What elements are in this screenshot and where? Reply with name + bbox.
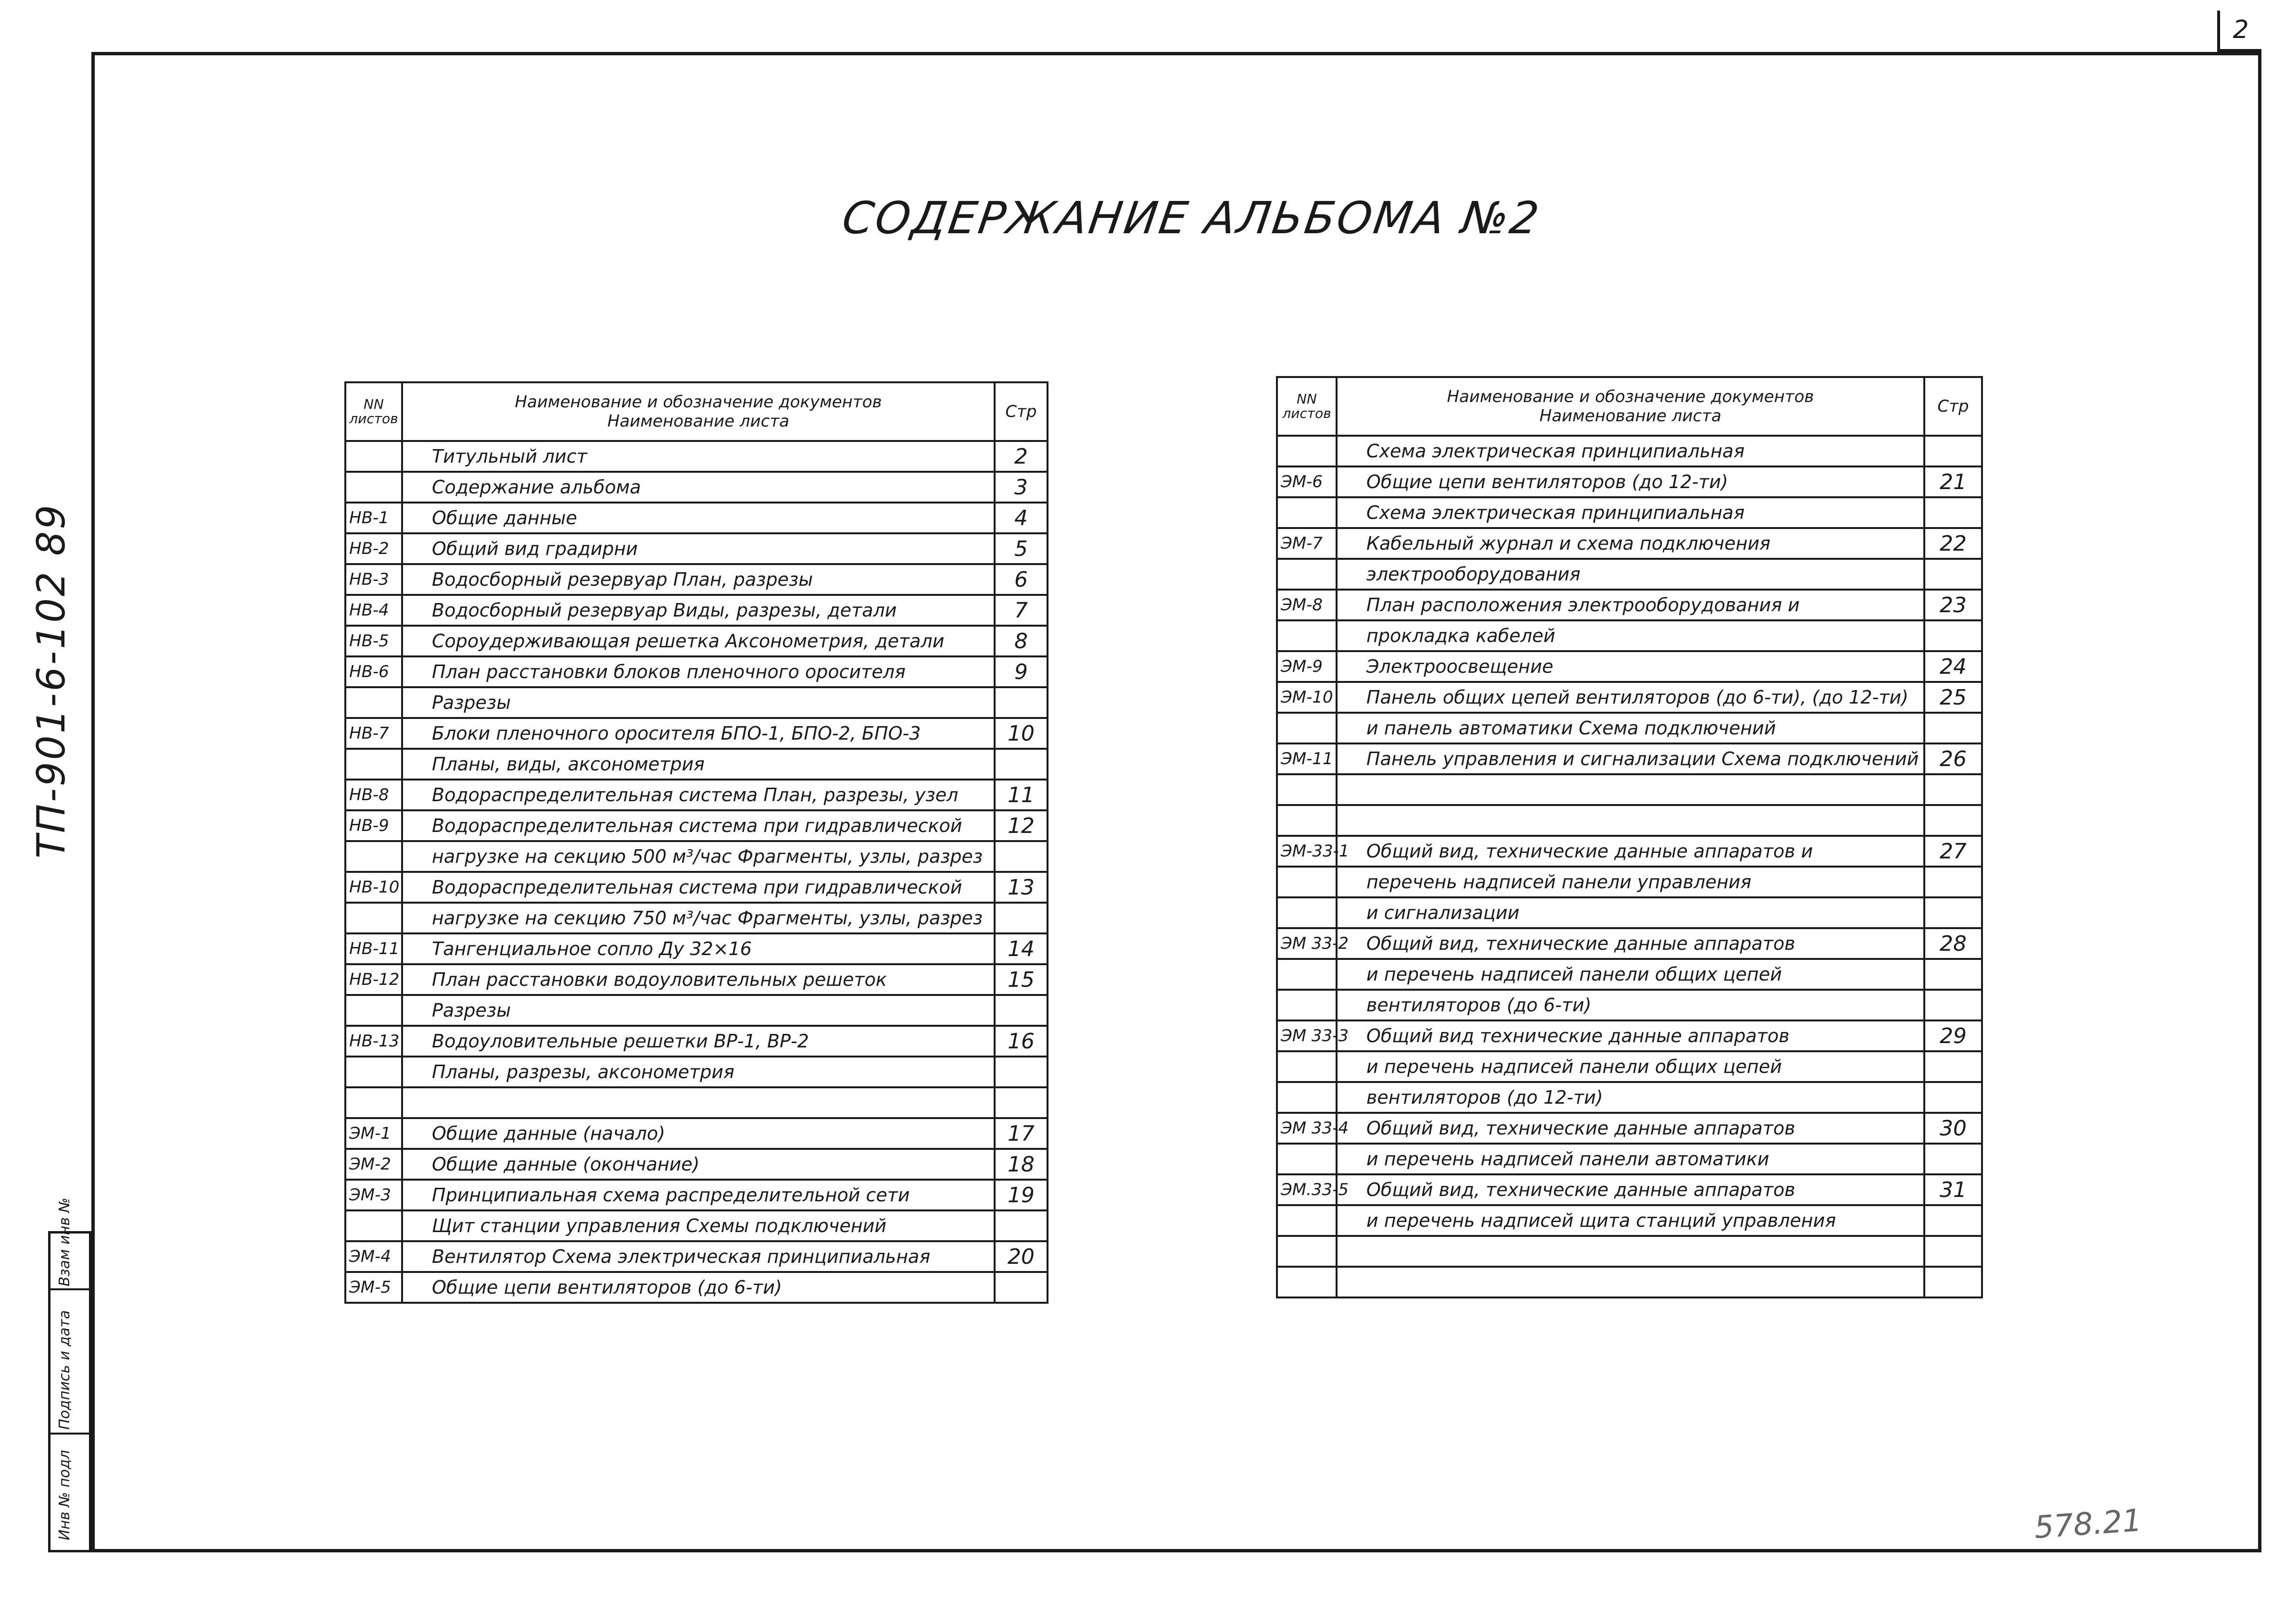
page-number: 25	[1924, 682, 1982, 713]
header-sheet-no	[345, 382, 402, 441]
sheet-code: ЭМ-2	[345, 1149, 402, 1180]
sheet-name: Общие цепи вентиляторов (до 12-ти)	[1337, 466, 1924, 497]
table-row	[345, 656, 1048, 687]
table-row	[345, 749, 1048, 780]
table-row	[345, 872, 1048, 903]
page-number	[995, 995, 1048, 1026]
sheet-name	[1337, 1267, 1924, 1297]
table-row	[1277, 990, 1982, 1020]
sheet-code: НВ-7	[345, 718, 402, 749]
page-number: 16	[995, 1026, 1048, 1057]
sheet-name: Схема электрическая принципиальная	[1337, 436, 1924, 466]
sheet-number: 2	[2233, 15, 2249, 44]
page-number	[995, 1087, 1048, 1118]
sheet-code: ЭМ 33-3	[1277, 1020, 1337, 1051]
sheet-name: Общие данные (начало)	[402, 1118, 995, 1149]
header-sheet-no-line2: листов	[1282, 405, 1331, 421]
sheet-code	[1277, 1267, 1337, 1297]
sheet-code: ЭМ-33-1	[1277, 836, 1337, 867]
table-row	[345, 995, 1048, 1026]
sheet-code	[345, 1210, 402, 1241]
sheet-name	[402, 1087, 995, 1118]
sheet-code	[1277, 1082, 1337, 1113]
sheet-name: Водоуловительные решетки ВР-1, ВР-2	[402, 1026, 995, 1057]
header-sheet-no-line1: NN	[364, 396, 384, 412]
page-number: 9	[995, 656, 1048, 687]
sheet-name: Общие данные	[402, 503, 995, 533]
sheet-name	[1337, 805, 1924, 836]
table-row	[345, 780, 1048, 810]
page-number: 27	[1924, 836, 1982, 867]
sheet-name: перечень надписей панели управления	[1337, 867, 1924, 897]
table-row	[1277, 1082, 1982, 1113]
page-number: 18	[995, 1149, 1048, 1180]
sheet-code: ЭМ-1	[345, 1118, 402, 1149]
table-row	[345, 564, 1048, 595]
sheet-name: Водосборный резервуар План, разрезы	[402, 564, 995, 595]
page-title: СОДЕРЖАНИЕ АЛЬБОМА №2	[839, 192, 1544, 244]
page-number: 4	[995, 503, 1048, 533]
page-number: 31	[1924, 1174, 1982, 1205]
sheet-code	[1277, 897, 1337, 928]
header-name-line2: Наименование листа	[607, 412, 790, 431]
sheet-code	[1277, 774, 1337, 805]
page-number: 19	[995, 1180, 1048, 1210]
sheet-code: НВ-6	[345, 656, 402, 687]
sheet-name: нагрузке на секцию 500 м³/час Фрагменты, узлы, разрез	[402, 841, 995, 872]
sheet-code	[1277, 559, 1337, 590]
table-row	[345, 503, 1048, 533]
table-row	[345, 933, 1048, 964]
page-number	[1924, 805, 1982, 836]
stamp-cell-replacement	[50, 1197, 89, 1290]
contents-table-left-body	[345, 441, 1048, 1303]
header-name-line2: Наименование листа	[1539, 406, 1722, 426]
sheet-code	[1277, 1051, 1337, 1082]
sheet-name: План расположения электрооборудования и	[1337, 590, 1924, 620]
page-number	[1924, 867, 1982, 897]
page-number: 20	[995, 1241, 1048, 1272]
page-number: 15	[995, 964, 1048, 995]
table-row	[345, 903, 1048, 933]
table-row	[1277, 959, 1982, 990]
table-row	[345, 1272, 1048, 1303]
table-row	[1277, 774, 1982, 805]
header-sheet-no-line1: NN	[1297, 391, 1317, 407]
sheet-code	[345, 441, 402, 472]
contents-table-left	[344, 381, 1048, 1304]
sheet-code	[1277, 959, 1337, 990]
sheet-name: Принципиальная схема распределительной сети	[402, 1180, 995, 1210]
sheet-code	[1277, 1144, 1337, 1174]
table-row	[345, 687, 1048, 718]
table-row	[345, 841, 1048, 872]
sheet-name: и перечень надписей щита станций управления	[1337, 1205, 1924, 1236]
sheet-code	[1277, 1236, 1337, 1267]
page-number	[1924, 620, 1982, 651]
page-number: 12	[995, 810, 1048, 841]
sheet-name: Водораспределительная система при гидравлической	[402, 810, 995, 841]
stamp-cell-signature	[50, 1290, 89, 1435]
table-row	[1277, 836, 1982, 867]
page-number	[1924, 1267, 1982, 1297]
stamp-label-signature: Подпись и дата	[56, 1310, 73, 1430]
page-number	[1924, 990, 1982, 1020]
stamp-label-replacement: Взам инв №	[56, 1197, 73, 1286]
page-number	[1924, 497, 1982, 528]
page-number: 13	[995, 872, 1048, 903]
page-number	[995, 1210, 1048, 1241]
page-number: 30	[1924, 1113, 1982, 1144]
table-row	[345, 472, 1048, 503]
table-row	[1277, 1205, 1982, 1236]
sheet-code	[1277, 436, 1337, 466]
table-row	[1277, 1051, 1982, 1082]
table-row	[1277, 528, 1982, 559]
sheet-name: Планы, разрезы, аксонометрия	[402, 1057, 995, 1087]
page-number	[1924, 897, 1982, 928]
document-code: ТП-901-6-102 89	[29, 503, 74, 858]
page-number: 11	[995, 780, 1048, 810]
sheet-name: и сигнализации	[1337, 897, 1924, 928]
table-row	[345, 441, 1048, 472]
table-row	[1277, 1144, 1982, 1174]
sheet-number-box	[2217, 11, 2261, 52]
table-row	[345, 1241, 1048, 1272]
sheet-code: НВ-5	[345, 626, 402, 656]
table-row	[1277, 743, 1982, 774]
page-number	[1924, 1144, 1982, 1174]
sheet-code: НВ-4	[345, 595, 402, 626]
table-row	[345, 533, 1048, 564]
sheet-name: Планы, виды, аксонометрия	[402, 749, 995, 780]
sheet-code: ЭМ.33-5	[1277, 1174, 1337, 1205]
sheet-name: Панель управления и сигнализации Схема подключений	[1337, 743, 1924, 774]
table-row	[1277, 497, 1982, 528]
table-row	[1277, 713, 1982, 743]
sheet-name: нагрузке на секцию 750 м³/час Фрагменты, узлы, разрез	[402, 903, 995, 933]
sheet-code	[345, 1057, 402, 1087]
table-row	[1277, 651, 1982, 682]
page-number	[1924, 1205, 1982, 1236]
sheet-code: ЭМ 33-2	[1277, 928, 1337, 959]
sheet-code: НВ-13	[345, 1026, 402, 1057]
sheet-name: Общий вид, технические данные аппаратов	[1337, 1174, 1924, 1205]
sheet-code: НВ-12	[345, 964, 402, 995]
sheet-name: Общий вид, технические данные аппаратов	[1337, 928, 1924, 959]
table-row	[1277, 805, 1982, 836]
table-row	[1277, 466, 1982, 497]
sheet-code	[1277, 620, 1337, 651]
page-number: 8	[995, 626, 1048, 656]
sheet-code	[345, 1087, 402, 1118]
table-row	[345, 810, 1048, 841]
sheet-code	[345, 903, 402, 933]
sheet-name: Кабельный журнал и схема подключения	[1337, 528, 1924, 559]
sheet-code	[1277, 713, 1337, 743]
table-row	[345, 1210, 1048, 1241]
page-number: 17	[995, 1118, 1048, 1149]
sheet-code: ЭМ 33-4	[1277, 1113, 1337, 1144]
sheet-code	[345, 841, 402, 872]
sheet-name: Вентилятор Схема электрическая принципиальная	[402, 1241, 995, 1272]
page-number: 23	[1924, 590, 1982, 620]
sheet-name: Сороудерживающая решетка Аксонометрия, детали	[402, 626, 995, 656]
page-number: 7	[995, 595, 1048, 626]
page-number: 24	[1924, 651, 1982, 682]
page-number: 5	[995, 533, 1048, 564]
header-page: Стр	[995, 382, 1048, 441]
table-row	[345, 1118, 1048, 1149]
handwritten-note: 578.21	[2033, 1502, 2143, 1546]
sheet-name: План расстановки блоков пленочного оросителя	[402, 656, 995, 687]
sheet-code: НВ-10	[345, 872, 402, 903]
page-number	[995, 749, 1048, 780]
page-number	[1924, 436, 1982, 466]
sheet-code	[1277, 1205, 1337, 1236]
header-page: Стр	[1924, 377, 1982, 436]
sheet-code	[345, 995, 402, 1026]
table-row	[1277, 559, 1982, 590]
table-row	[1277, 682, 1982, 713]
sheet-name: Блоки пленочного оросителя БПО-1, БПО-2, БПО-3	[402, 718, 995, 749]
sheet-code: ЭМ-7	[1277, 528, 1337, 559]
sheet-name: прокладка кабелей	[1337, 620, 1924, 651]
page-number	[995, 1057, 1048, 1087]
table-row	[1277, 928, 1982, 959]
header-sheet-no-line2: листов	[349, 411, 398, 427]
table-row	[1277, 620, 1982, 651]
table-row	[1277, 1174, 1982, 1205]
page-number	[1924, 1236, 1982, 1267]
page-number	[995, 687, 1048, 718]
sheet-name: Общий вид, технические данные аппаратов	[1337, 1113, 1924, 1144]
table-row	[1277, 436, 1982, 466]
page-number	[1924, 713, 1982, 743]
page-number: 3	[995, 472, 1048, 503]
sheet-name: и панель автоматики Схема подключений	[1337, 713, 1924, 743]
sheet-name: Водосборный резервуар Виды, разрезы, детали	[402, 595, 995, 626]
table-row	[345, 595, 1048, 626]
stamp-cell-inventory	[50, 1435, 89, 1550]
sheet-code: НВ-2	[345, 533, 402, 564]
table-row	[345, 1180, 1048, 1210]
sheet-name: Общий вид, технические данные аппаратов и	[1337, 836, 1924, 867]
sheet-code	[345, 472, 402, 503]
page-number: 14	[995, 933, 1048, 964]
contents-table-right-body	[1277, 436, 1982, 1297]
page-number	[995, 903, 1048, 933]
sheet-name: Содержание альбома	[402, 472, 995, 503]
header-document-name	[402, 382, 995, 441]
sheet-name: Общий вид технические данные аппаратов	[1337, 1020, 1924, 1051]
sheet-name: Общий вид градирни	[402, 533, 995, 564]
header-document-name	[1337, 377, 1924, 436]
page-number	[1924, 559, 1982, 590]
page-number: 26	[1924, 743, 1982, 774]
sheet-code: НВ-8	[345, 780, 402, 810]
sheet-name: и перечень надписей панели общих цепей	[1337, 1051, 1924, 1082]
table-row	[1277, 590, 1982, 620]
table-row	[345, 1057, 1048, 1087]
sheet-name: и перечень надписей панели общих цепей	[1337, 959, 1924, 990]
page-number: 21	[1924, 466, 1982, 497]
sheet-code: ЭМ-9	[1277, 651, 1337, 682]
page-number	[995, 1272, 1048, 1303]
sheet-name: Водораспределительная система при гидравлической	[402, 872, 995, 903]
sheet-code	[345, 687, 402, 718]
table-row	[345, 964, 1048, 995]
sheet-name	[1337, 774, 1924, 805]
page-number: 2	[995, 441, 1048, 472]
sheet-code: ЭМ-6	[1277, 466, 1337, 497]
page-number	[995, 841, 1048, 872]
sheet-code: ЭМ-10	[1277, 682, 1337, 713]
sheet-code	[1277, 805, 1337, 836]
header-name-line1: Наименование и обозначение документов	[515, 392, 882, 412]
table-row	[345, 1149, 1048, 1180]
sheet-name: Общие данные (окончание)	[402, 1149, 995, 1180]
sheet-name: Схема электрическая принципиальная	[1337, 497, 1924, 528]
table-row	[1277, 1236, 1982, 1267]
sheet-code: НВ-9	[345, 810, 402, 841]
table-row	[345, 626, 1048, 656]
page-number: 28	[1924, 928, 1982, 959]
page-number	[1924, 774, 1982, 805]
sheet-code: НВ-3	[345, 564, 402, 595]
sheet-code	[1277, 990, 1337, 1020]
page-number: 29	[1924, 1020, 1982, 1051]
table-row	[345, 718, 1048, 749]
table-row	[1277, 1020, 1982, 1051]
table-row	[345, 1026, 1048, 1057]
sheet-code: ЭМ-8	[1277, 590, 1337, 620]
page-number: 10	[995, 718, 1048, 749]
sheet-code: НВ-1	[345, 503, 402, 533]
sheet-name: Титульный лист	[402, 441, 995, 472]
table-row	[1277, 1113, 1982, 1144]
sheet-name: вентиляторов (до 12-ти)	[1337, 1082, 1924, 1113]
header-sheet-no	[1277, 377, 1337, 436]
sheet-name: Щит станции управления Схемы подключений	[402, 1210, 995, 1241]
header-name-line1: Наименование и обозначение документов	[1447, 387, 1814, 406]
table-header-row	[345, 382, 1048, 441]
table-row	[1277, 1267, 1982, 1297]
sheet-name: Разрезы	[402, 995, 995, 1026]
sheet-code: ЭМ-3	[345, 1180, 402, 1210]
sheet-name	[1337, 1236, 1924, 1267]
sheet-code	[345, 749, 402, 780]
sheet-name: Общие цепи вентиляторов (до 6-ти)	[402, 1272, 995, 1303]
table-header-row	[1277, 377, 1982, 436]
stamp-label-inventory: Инв № подл	[56, 1450, 73, 1540]
table-row	[1277, 897, 1982, 928]
sheet-code: НВ-11	[345, 933, 402, 964]
sheet-name: электрооборудования	[1337, 559, 1924, 590]
approval-stamp	[48, 1197, 91, 1552]
sheet-name: и перечень надписей панели автоматики	[1337, 1144, 1924, 1174]
sheet-name: Панель общих цепей вентиляторов (до 6-ти), (до 12-ти)	[1337, 682, 1924, 713]
sheet-name: Водораспределительная система План, разрезы, узел	[402, 780, 995, 810]
sheet-name: Разрезы	[402, 687, 995, 718]
page-number: 6	[995, 564, 1048, 595]
sheet-code: ЭМ-11	[1277, 743, 1337, 774]
contents-table-right	[1276, 376, 1983, 1298]
page-number	[1924, 959, 1982, 990]
sheet-name: План расстановки водоуловительных решеток	[402, 964, 995, 995]
page-number	[1924, 1051, 1982, 1082]
table-row	[1277, 867, 1982, 897]
page-number	[1924, 1082, 1982, 1113]
table-row	[345, 1087, 1048, 1118]
sheet-code: ЭМ-4	[345, 1241, 402, 1272]
sheet-name: Тангенциальное сопло Ду 32×16	[402, 933, 995, 964]
page-number: 22	[1924, 528, 1982, 559]
sheet-name: Электроосвещение	[1337, 651, 1924, 682]
sheet-name: вентиляторов (до 6-ти)	[1337, 990, 1924, 1020]
sheet-code: ЭМ-5	[345, 1272, 402, 1303]
sheet-code	[1277, 867, 1337, 897]
sheet-code	[1277, 497, 1337, 528]
